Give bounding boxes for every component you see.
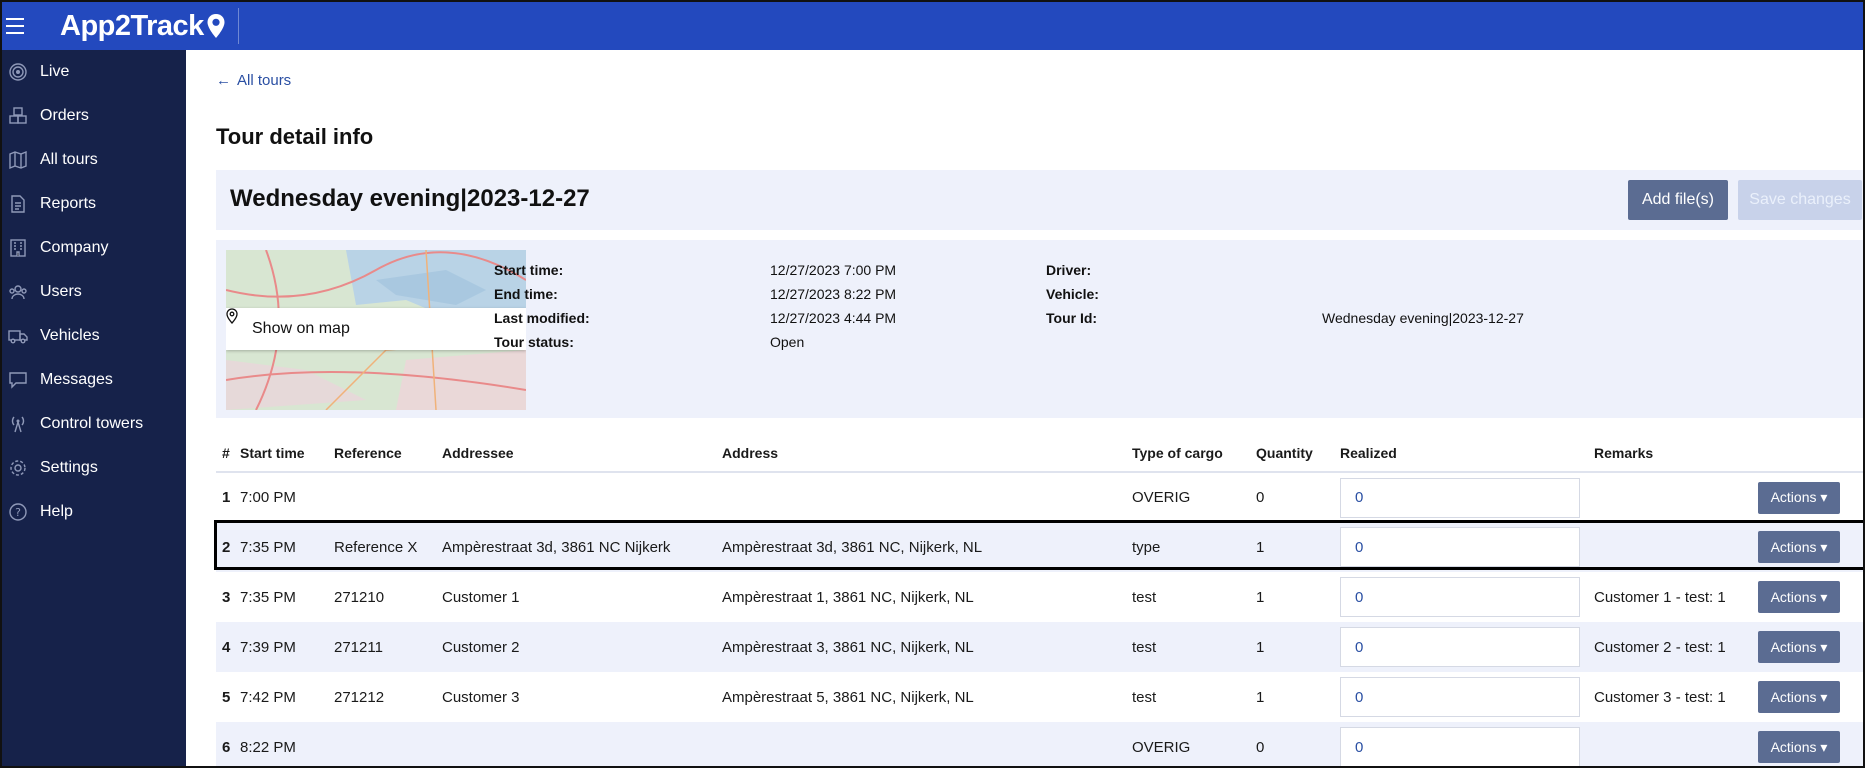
messages-icon xyxy=(6,368,30,392)
sidebar-item-label: Orders xyxy=(40,107,89,124)
map-thumbnail[interactable] xyxy=(226,250,526,410)
sidebar-item-company[interactable] xyxy=(2,226,186,270)
tour-name: Wednesday evening|2023-12-27 xyxy=(230,185,590,212)
column-header: Quantity xyxy=(1250,434,1334,472)
realized-input[interactable] xyxy=(1340,677,1580,717)
row-remarks xyxy=(1588,472,1752,522)
users-icon xyxy=(6,280,30,304)
map-icon xyxy=(6,148,30,172)
actions-label: Actions xyxy=(1770,538,1817,555)
hamburger-menu-icon[interactable] xyxy=(6,14,30,38)
location-pin-icon xyxy=(206,13,226,39)
column-header xyxy=(1752,434,1865,472)
actions-dropdown-button[interactable] xyxy=(1758,631,1840,663)
row-quantity: 1 xyxy=(1256,688,1265,706)
table-header-row xyxy=(216,434,1865,472)
caret-down-icon: ▾ xyxy=(1820,638,1828,655)
row-address: Ampèrestraat 3d, 3861 NC, Nijkerk, NL xyxy=(716,522,1126,572)
caret-down-icon: ▾ xyxy=(1820,738,1828,755)
top-bar xyxy=(2,2,1863,50)
caret-down-icon: ▾ xyxy=(1820,688,1828,705)
row-quantity: 1 xyxy=(1256,588,1265,606)
column-header: Start time xyxy=(234,434,328,472)
actions-dropdown-button[interactable] xyxy=(1758,731,1840,763)
row-number: 5 xyxy=(222,688,231,706)
realized-input[interactable] xyxy=(1340,527,1580,567)
driver-label: Driver: xyxy=(1046,262,1092,278)
sidebar-item-vehicles[interactable] xyxy=(2,314,186,358)
end-time-value: 12/27/2023 8:22 PM xyxy=(770,286,897,302)
table-row[interactable] xyxy=(216,672,1865,722)
sidebar-item-label: Messages xyxy=(40,371,113,388)
topbar-divider xyxy=(238,8,239,44)
row-number: 1 xyxy=(222,489,231,506)
row-quantity: 0 xyxy=(1256,489,1265,506)
actions-dropdown-button[interactable] xyxy=(1758,581,1840,613)
start-time-label: Start time: xyxy=(494,262,564,278)
actions-label: Actions xyxy=(1770,688,1817,705)
row-reference: 271210 xyxy=(334,588,385,606)
row-actions-cell xyxy=(1752,522,1865,572)
row-number: 4 xyxy=(216,622,234,672)
column-header: Reference xyxy=(328,434,436,472)
row-cargo-type: test xyxy=(1126,622,1250,672)
table-row[interactable] xyxy=(216,722,1865,768)
sidebar-item-all-tours[interactable] xyxy=(2,138,186,182)
sidebar xyxy=(2,50,186,768)
truck-icon xyxy=(6,324,30,348)
row-actions-cell xyxy=(1752,672,1865,722)
sidebar-item-label: Reports xyxy=(40,195,97,212)
row-reference: 271211 xyxy=(328,622,436,672)
start-time-value: 12/27/2023 7:00 PM xyxy=(770,262,897,278)
row-number: 2 xyxy=(216,522,234,572)
row-quantity: 1 xyxy=(1250,622,1334,672)
page-title: Tour detail info xyxy=(216,124,374,149)
live-icon xyxy=(6,60,30,84)
actions-label: Actions xyxy=(1770,638,1817,655)
sidebar-item-help[interactable] xyxy=(2,490,186,534)
show-on-map-button[interactable] xyxy=(226,308,526,350)
row-address: Ampèrestraat 1, 3861 NC, Nijkerk, NL xyxy=(722,588,974,606)
tour-id-value: Wednesday evening|2023-12-27 xyxy=(1322,310,1524,326)
tour-info-panel xyxy=(216,240,1865,418)
realized-input[interactable] xyxy=(1340,727,1580,767)
back-link-label: All tours xyxy=(237,72,292,89)
column-header: # xyxy=(216,434,234,472)
row-remarks: Customer 2 - test: 1 xyxy=(1588,622,1752,672)
row-quantity: 1 xyxy=(1250,522,1334,572)
row-cargo-type: test xyxy=(1132,588,1157,606)
tour-status-label: Tour status: xyxy=(494,334,574,350)
show-on-map-label: Show on map xyxy=(252,320,350,337)
row-start-time: 7:00 PM xyxy=(240,489,296,506)
caret-down-icon: ▾ xyxy=(1820,489,1828,505)
row-reference xyxy=(328,472,436,522)
row-reference: Reference X xyxy=(328,522,436,572)
tour-id-label: Tour Id: xyxy=(1046,310,1098,326)
row-cargo-type: OVERIG xyxy=(1132,489,1191,506)
row-cargo-type: type xyxy=(1126,522,1250,572)
sidebar-item-label: Live xyxy=(40,63,70,80)
map-pin-icon xyxy=(226,308,238,324)
actions-dropdown-button[interactable] xyxy=(1758,681,1840,713)
help-icon xyxy=(6,500,30,524)
sidebar-item-label: Help xyxy=(40,503,73,520)
row-actions-cell xyxy=(1752,722,1865,768)
tour-header xyxy=(216,170,1865,230)
row-actions-cell xyxy=(1752,572,1865,622)
row-start-time: 7:35 PM xyxy=(234,522,328,572)
row-realized-cell xyxy=(1334,622,1588,672)
row-start-time: 7:39 PM xyxy=(234,622,328,672)
table-row[interactable] xyxy=(216,572,1865,622)
tower-icon xyxy=(6,412,30,436)
sidebar-item-label: Control towers xyxy=(40,415,144,432)
row-start-time: 7:42 PM xyxy=(240,688,296,706)
app-logo[interactable] xyxy=(60,10,226,43)
row-realized-cell xyxy=(1334,522,1588,572)
building-icon xyxy=(6,236,30,260)
gear-icon xyxy=(6,456,30,480)
row-realized-cell xyxy=(1334,672,1588,722)
vehicle-label: Vehicle: xyxy=(1046,286,1099,302)
caret-down-icon: ▾ xyxy=(1820,538,1828,555)
row-remarks: Customer 3 - test: 1 xyxy=(1594,688,1726,706)
realized-input[interactable] xyxy=(1340,627,1580,667)
realized-input[interactable] xyxy=(1340,577,1580,617)
row-actions-cell xyxy=(1752,472,1865,522)
row-cargo-type: test xyxy=(1132,688,1157,706)
table-row[interactable] xyxy=(216,472,1865,522)
sidebar-item-label: All tours xyxy=(40,151,98,168)
row-reference: 271212 xyxy=(334,688,385,706)
row-quantity: 0 xyxy=(1250,722,1334,768)
column-header: Type of cargo xyxy=(1126,434,1250,472)
row-remarks xyxy=(1588,722,1752,768)
add-files-button[interactable]: Add file(s) xyxy=(1628,180,1728,220)
sidebar-item-orders[interactable] xyxy=(2,94,186,138)
sidebar-item-control-towers[interactable] xyxy=(2,402,186,446)
stops-table xyxy=(216,434,1865,768)
column-header: Realized xyxy=(1334,434,1588,472)
actions-dropdown-button[interactable] xyxy=(1758,482,1840,514)
sidebar-item-messages[interactable] xyxy=(2,358,186,402)
row-addressee: Customer 3 xyxy=(442,688,520,706)
actions-dropdown-button[interactable] xyxy=(1758,531,1840,563)
tour-status-value: Open xyxy=(770,334,805,350)
app-logo-text: App2Track xyxy=(60,9,204,42)
last-modified-value: 12/27/2023 4:44 PM xyxy=(770,310,897,326)
row-address xyxy=(716,722,1126,768)
sidebar-item-settings[interactable] xyxy=(2,446,186,490)
save-changes-button[interactable]: Save changes xyxy=(1738,180,1862,220)
row-addressee xyxy=(436,472,716,522)
table-row[interactable] xyxy=(216,622,1865,672)
row-remarks xyxy=(1588,522,1752,572)
main-content xyxy=(186,50,1863,766)
column-header: Addressee xyxy=(436,434,716,472)
sidebar-item-live[interactable] xyxy=(2,50,186,94)
report-icon xyxy=(6,192,30,216)
row-realized-cell xyxy=(1334,572,1588,622)
table-row[interactable] xyxy=(216,522,1865,572)
end-time-label: End time: xyxy=(494,286,558,302)
column-header: Address xyxy=(716,434,1126,472)
realized-input[interactable] xyxy=(1340,478,1580,518)
row-addressee: Customer 1 xyxy=(442,588,520,606)
row-addressee xyxy=(436,722,716,768)
row-address: Ampèrestraat 5, 3861 NC, Nijkerk, NL xyxy=(722,688,974,706)
row-actions-cell xyxy=(1752,622,1865,672)
sidebar-item-label: Company xyxy=(40,239,109,256)
row-addressee: Ampèrestraat 3d, 3861 NC Nijkerk xyxy=(436,522,716,572)
row-addressee: Customer 2 xyxy=(436,622,716,672)
row-start-time: 7:35 PM xyxy=(240,588,296,606)
row-start-time: 8:22 PM xyxy=(234,722,328,768)
actions-label: Actions xyxy=(1770,489,1817,505)
back-link[interactable] xyxy=(216,72,291,89)
row-remarks: Customer 1 - test: 1 xyxy=(1594,588,1726,606)
boxes-icon xyxy=(6,104,30,128)
actions-label: Actions xyxy=(1770,738,1817,755)
row-number: 3 xyxy=(222,588,231,606)
svg-text:?: ? xyxy=(15,506,21,519)
sidebar-item-label: Users xyxy=(40,283,82,300)
sidebar-item-label: Vehicles xyxy=(40,327,100,344)
sidebar-item-users[interactable] xyxy=(2,270,186,314)
sidebar-item-reports[interactable] xyxy=(2,182,186,226)
row-cargo-type: OVERIG xyxy=(1126,722,1250,768)
row-address: Ampèrestraat 3, 3861 NC, Nijkerk, NL xyxy=(716,622,1126,672)
sidebar-item-label: Settings xyxy=(40,459,98,476)
row-realized-cell xyxy=(1334,472,1588,522)
row-realized-cell xyxy=(1334,722,1588,768)
last-modified-label: Last modified: xyxy=(494,310,590,326)
arrow-left-icon: ← xyxy=(216,72,231,89)
caret-down-icon: ▾ xyxy=(1820,588,1828,605)
row-reference xyxy=(328,722,436,768)
actions-label: Actions xyxy=(1770,588,1817,605)
row-address xyxy=(716,472,1126,522)
column-header: Remarks xyxy=(1588,434,1752,472)
row-number: 6 xyxy=(216,722,234,768)
